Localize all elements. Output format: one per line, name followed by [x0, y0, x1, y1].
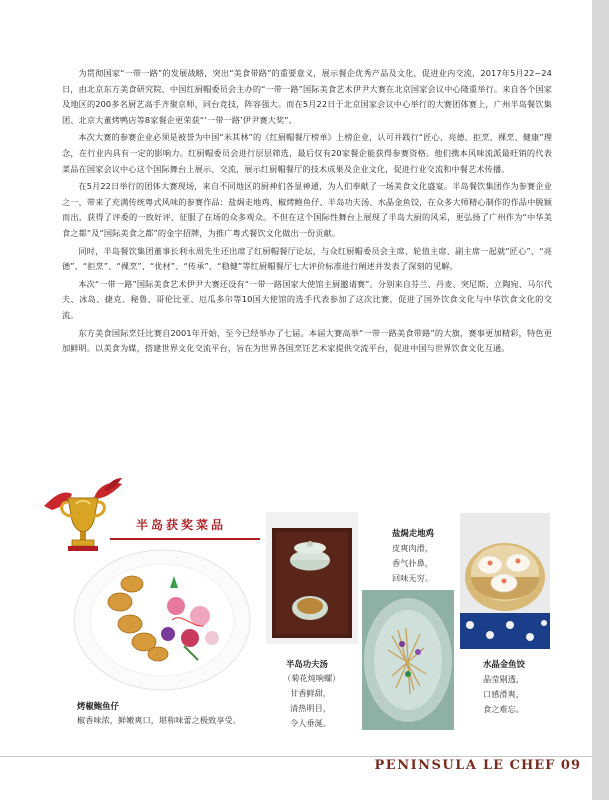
- footer-brand: PENINSULA: [374, 758, 478, 773]
- dish-description: 口感滑爽，: [483, 689, 524, 699]
- chicken-dish-photo: [362, 590, 454, 730]
- dish-description: 甘香鲜甜，: [290, 688, 331, 698]
- dish-description: 令人垂涎。: [290, 718, 331, 728]
- footer-magazine: LE CHEF: [483, 758, 556, 773]
- section-title-underline: [110, 538, 260, 540]
- dish-name: 水晶金鱼饺: [483, 659, 525, 669]
- dish-description: 食之难忘。: [483, 704, 524, 714]
- dish-description: 皮爽肉滑，: [392, 543, 433, 553]
- dish-description: 晶莹剔透，: [483, 674, 524, 684]
- dumpling-dish-photo: [460, 513, 550, 649]
- section-title: 半岛获奖菜品: [136, 518, 227, 532]
- soup-dish-photo: [266, 512, 358, 644]
- abalone-dish-photo: [72, 542, 252, 692]
- paragraph: 为贯彻国家“一带一路”的发展战略，突出“美食带路”的重要意义，展示餐企优秀产品及文化，促进业内交流，2017年5月22~24日，由北京东方美食研究院、中国红厨帽委员会主办的“一带一路”国际美食艺术伊尹大赛在北京国家会议中心隆重举行。来自各个国家及地区的200多名厨艺高手齐聚京师，同台竞技，阵容强大。而在5月22日于北京国家会议中心举行的大赛团体赛上，广州半岛餐饮集团、北京大董烤鸭店等8家餐企更荣获“‘一带一路’伊尹赛大奖”。: [62, 68, 552, 125]
- page-footer: [375, 758, 581, 773]
- dish-name: 盐焗走地鸡: [392, 528, 434, 538]
- paragraph: 东方美食国际烹饪比赛自2001年开始，至今已经举办了七届。本届大赛高举“一带一路美食带路”的大旗，赛事更加精彩，特色更加鲜明。以美食为媒，搭建世界文化交流平台，旨在为世界各国烹饪艺术家提供交流平台，促进中国与世界饮食文化互通。: [62, 327, 552, 354]
- paragraph: 本次“一带一路”国际美食艺术伊尹大赛还设有“一带一路国家大使馆主厨邀请赛”。分别来自芬兰、丹麦、突尼斯、立陶宛、马尔代夫、冰岛、捷克、秘鲁、哥伦比亚、厄瓜多尔等10国大使馆的选手代表参加了这次比赛，促进了国外饮食文化与中华饮食文化的交流。: [62, 278, 552, 320]
- page-number: 09: [560, 758, 581, 773]
- dish-name: 烤椒鲍鱼仔: [77, 701, 119, 711]
- paragraph: 本次大赛的参赛企业必须是被誉为中国“米其林”的《红厨帽餐厅榜单》上榜企业，认可并践行“匠心、亮德、拒烹、裸烹、健康”理念，在行业内具有一定的影响力。红厨帽委员会进行层层筛选，最后仅有20家餐企能获得参赛资格。他们携本风味流派最旺销的代表菜品在国家会议中心这个国际舞台上展示、交流，展示红厨帽餐厅的技术成果及企业文化，促进行业交流和中餐艺术传播。: [62, 132, 552, 174]
- footer-divider: [0, 756, 592, 757]
- page-edge-strip: [592, 0, 609, 800]
- dish-subtitle: （菊花炖响螺）: [283, 673, 341, 683]
- article-body: [62, 66, 552, 359]
- dish-name: 半岛功夫汤: [286, 659, 328, 669]
- dish-description: 椒香味浓，鲜嫩爽口，堪称味蕾之极致享受。: [77, 715, 241, 725]
- paragraph: 在5月22日举行的团体大赛现场，来自不同地区的厨神们各显神通，为人们奉献了一场美食文化盛宴。半岛餐饮集团作为参赛企业之一，带来了充满传统粤式风味的参赛作品：盐焗走地鸡、椒烤鲍鱼仔、半岛功夫汤、水晶金鱼饺，在众多大师精心制作的作品中脱颖而出，获得了评委的一致好评，征服了在场的众多观众。不但在这个国际性舞台上展现了半岛大厨的风采，更弘扬了广州作为“中华美食之都”及“国际美食之都”的金字招牌，为推广粤式餐饮文化做出一份贡献。: [62, 181, 552, 238]
- dish-description: 回味无穷。: [392, 573, 433, 583]
- paragraph: 同时，半岛餐饮集团董事长利永周先生还出席了红厨帽餐厅论坛，与众红厨帽委员会主席、轮值主席、副主席一起就“匠心”、“亮德”、“拒烹”、“裸烹”、“优材”、“传承”、“稳健”等红厨帽餐厅七大评价标准进行阐述并发表了深刻的见解。: [62, 245, 552, 272]
- dish-description: 香气扑鼻，: [392, 558, 433, 568]
- dish-description: 清热明目，: [290, 703, 331, 713]
